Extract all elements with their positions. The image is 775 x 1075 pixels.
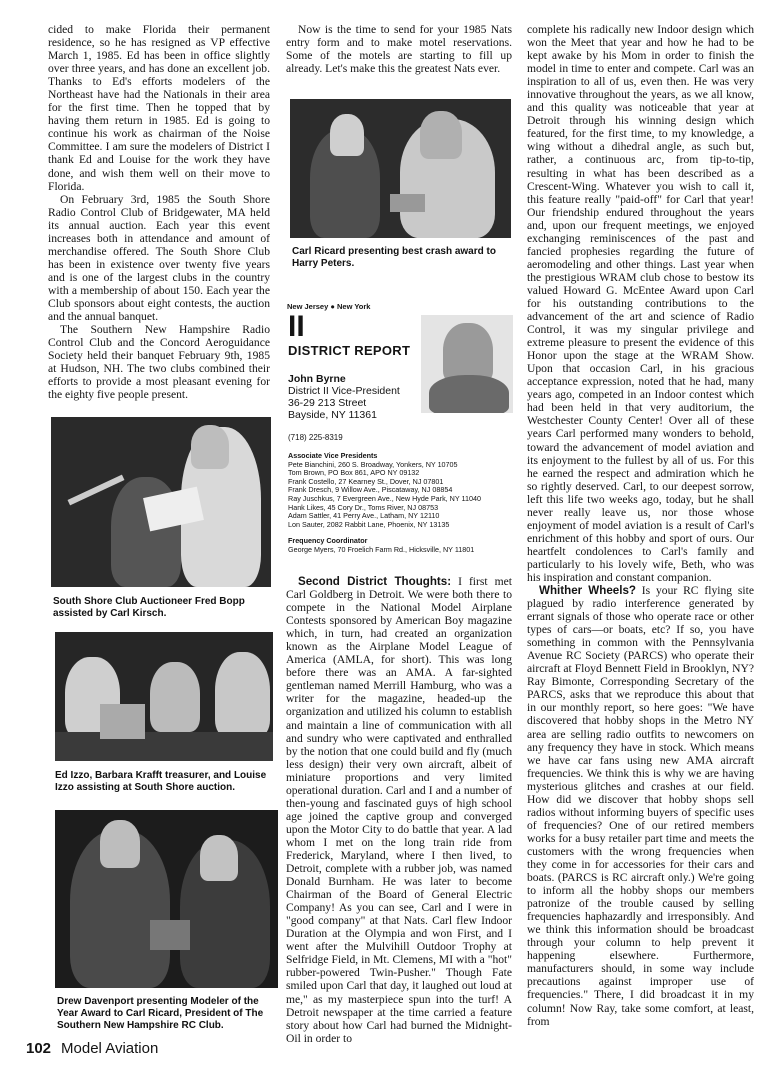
district-numeral: II — [288, 310, 305, 343]
column-2-intro — [286, 23, 512, 75]
vp-role: District II Vice-President — [288, 385, 400, 397]
photo-crash-award — [290, 99, 511, 238]
vp-portrait-photo — [421, 315, 513, 413]
district-states: New Jersey ● New York — [287, 302, 371, 311]
caption-crash-award: Carl Ricard presenting best crash award to Harry Peters. — [292, 246, 496, 269]
associate-vp-line: Pete Bianchini, 260 S. Broadway, Yonkers, NY 10705 — [288, 459, 458, 469]
associate-vp-line: Frank Costello, 27 Kearney St., Dover, NJ 07801 — [288, 476, 444, 486]
photo-modeler-award — [55, 810, 278, 988]
magazine-name: Model Aviation — [61, 1040, 159, 1057]
column-2-text — [286, 575, 512, 1045]
vp-address-city: Bayside, NY 11361 — [288, 409, 377, 421]
caption-auctioneer: South Shore Club Auctioneer Fred Bopp assisted by Carl Kirsch. — [53, 596, 245, 619]
frequency-coordinator: George Myers, 70 Froelich Farm Rd., Hicksville, NY 11801 — [288, 544, 475, 554]
associate-vps-block — [288, 452, 516, 555]
paragraph-whither-wheels: Is your RC flying site plagued by radio interference generated by errant signals of those who operate race or other types of cars—or boats, etc? If so, you have something in common with the Pennsylvania Avenue RC Society (PARCS) who operate their aircraft at Floyd Bennett Field in Brooklyn, NY? Ray Bimonte, Corresponding Secretary of the PARCS, asks that we reproduce this about that in our monthly report, so here goes: "We have discovered that hobby shops in the Metro NY area are selling radio outfits to newcomers on any frequency they have in stock. Which means we have car fans using new AMA aircraft frequencies. We think this is why we are having mysterious glitches and crashes at our field. How did we discover that hobby shops sell radios without informing buyers of specific uses of frequencies? One of our retired members works for a busy retailer part time and meets the customers with the wrong frequencies when they come in for accessories for their cars and boats. (PARCS is RC aircraft only.) We're going to inform all the hobby shops our members patronize of the trouble caused by selling frequencies haphazardly and irresponsibly. And we think this information should be broadcast through your column to help prevent it happening elsewhere. Furthermore, manufacturers should, in some way include precautions against improper use of frequencies." There, I did broadcast it in my column! Now Ray, take some comfort, at least, from — [527, 584, 754, 1028]
vp-address-street: 36-29 213 Street — [288, 397, 367, 409]
caption-modeler-award: Drew Davenport presenting Modeler of the Year Award to Carl Ricard, President of The Southern New Hampshire RC Club. — [57, 996, 264, 1031]
section-heading-second-district: Second District Thoughts: — [298, 575, 452, 588]
associate-vps-heading: Associate Vice Presidents — [288, 451, 378, 460]
photo-auction-helpers — [55, 632, 273, 761]
paragraph-goldberg-cont: complete his radically new Indoor design which won the Meet that year and how he had to be kept awake by his Mom in order to finish the model in time to enter and compete. Carl was an inspiration to all of us, even then. He was very innovative throughout the years, as we all know, and this quality was noticeable that year at Detroit through his winning design which featured, for the first time, to my knowledge, a wing without a dihedral angle, as such but, rather, a continuous arc, from tip-to-tip, resulting in what has been described as a Crescent-Wing. Whatever you wish to call it, this feature really "paid-off" for Carl that year! Our friendship endured throughout the years and, upon our frequent meetings, we enjoyed exchanging reminiscences of the past and fancied prophesies regarding the future of aeromodeling and other things. Last year when the prestigious WRAM club chose to bestow its valued Howard G. McEntee Award upon Carl for his outstanding contributions to the advancement of the art and science of Radio Control, it was my singular privilege and extreme pleasure to present the evidence of this Honor upon the stage at the WRAM Show. Upon that occasion Carl, in his gracious acceptance expression, noted that he had, many years ago, competed in an Indoor contest which had been held in that very auditorium, the Westchester County Center! Over all of these years Carl performed many wonders to behold, toward the advancement of model aviation and its enjoyment to the fullest by all of us. For this he earned the respect and admiration which he so rightly deserved. Carl, to our deepest sorrow, left this life two weeks ago, today, but he shall never really leave us, nor those whose enjoyment of model aviation is a result of Carl's enrichment of this hobby and sport of ours. Our heartfelt condolences to Carl's family and particularly to his lovely wife, Beth, who was his inspiration and constant companion. — [527, 23, 754, 584]
paragraph-florida: cided to make Florida their permanent residence, so he has resigned as VP effective March 1, 1985. Ed has been in office slightly over three years, and has done an excellent job. Thanks to Ed's efforts modelers of the Northeast have had the Nationals in their area for the first time. Then he topped that by having them return in 1985. Ed is going to continue his work as chairman of the Noise Committee. I am sure the modelers of District I thank Ed and Louise for the work they have done, and wish them well on their move to Florida. — [48, 23, 270, 193]
column-1-text — [48, 23, 270, 401]
caption-auction-helpers: Ed Izzo, Barbara Krafft treasurer, and Louise Izzo assisting at South Shore auction. — [55, 770, 267, 793]
vp-name: John Byrne — [288, 373, 346, 385]
photo-auctioneer — [51, 417, 271, 587]
vp-phone: (718) 225-8319 — [288, 433, 343, 442]
associate-vp-line: Frank Dresch, 9 Willow Ave., Piscataway, NJ 08854 — [288, 485, 453, 495]
paragraph-goldberg: I first met Carl Goldberg in Detroit. We were both there to compete in the National Model Airplane Contests sponsored by American Boy magazine which, in turn, had created an organization known as the Airplane Model League of America (AMLA, for short). This was long before there was an AMA. A far-sighted gentleman named Merrill Hamburg, who was a writer for the magazine, headed-up the organization and utilized his column to establish and maintain a line of communication with all and sundry who were captivated and enthralled by the notion that one could build and fly (much less design) their very own aircraft, albeit of miniature proportions and very limited operational duration. Carl and I and a number of then-young and fascinated guys of high school age joined the captive group and converged upon the Motor City to do battle that year. A lad whom I met on the long train ride from Frederick, Maryland, where I then lived, to Detroit, complete with a rubber job, was named Donald Burnham. He was later to become Chairman of the Board of General Electric Company! As you can see, Carl and I were in "good company" at that Nats. Carl flew Indoor Duration at the Olympia and won First, and I went after the Mulvihill Outdoor Trophy at Selfridge Field, in Mt. Clemens, MI with a "hot" rubber-powered Twin-Pusher." Though Fate smiled upon Carl that day, it laughed out loud at me," as my masterpiece spun into the turf! A Detroit newspaper at the time carried a feature story about how Carl had burned the Midnight-Oil in order to — [286, 575, 512, 1045]
frequency-coordinator-heading: Frequency Coordinator — [288, 536, 368, 546]
page-footer — [26, 1040, 158, 1057]
column-3-text — [527, 23, 754, 1028]
associate-vp-line: Hank Likes, 45 Cory Dr., Toms River, NJ 08753 — [288, 502, 439, 512]
paragraph-nats: Now is the time to send for your 1985 Nats entry form and to make motel reservations. Some of the motels are starting to fill up already. Let's make this the greatest Nats ever. — [286, 23, 512, 76]
associate-vp-line: Tom Brown, PO Box 861, APO NY 09132 — [288, 468, 420, 478]
vp-contact-block — [288, 373, 418, 421]
paragraph-south-shore: On February 3rd, 1985 the South Shore Radio Control Club of Bridgewater, MA held its annual auction. Each year this event increases both in attendance and amount of merchandise offered. The South Shore Club has been in existence over twenty five years and is one of the largest clubs in the country with a membership of about 150. Each year the Club sponsors about eight contests, the auction and the annual banquet. — [48, 192, 270, 324]
associate-vp-line: Adam Sattler, 41 Perry Ave., Latham, NY 12110 — [288, 511, 440, 521]
page-number: 102 — [26, 1040, 52, 1057]
associate-vp-line: Ray Juschkus, 7 Evergreen Ave., New Hyde Park, NY 11040 — [288, 493, 481, 503]
section-heading-whither-wheels: Whither Wheels? — [539, 584, 636, 598]
paragraph-new-hampshire: The Southern New Hampshire Radio Control Club and the Concord Aeroguidance Society held their banquet February 9th, 1985 at Hudson, NH. The two clubs combined their efforts to provide a most pleasant evening for the eighty five people present. — [48, 323, 270, 402]
district-report-title: DISTRICT REPORT — [288, 343, 411, 358]
associate-vp-line: Lon Sauter, 2082 Rabbit Lane, Phoenix, NY 13135 — [288, 519, 450, 529]
